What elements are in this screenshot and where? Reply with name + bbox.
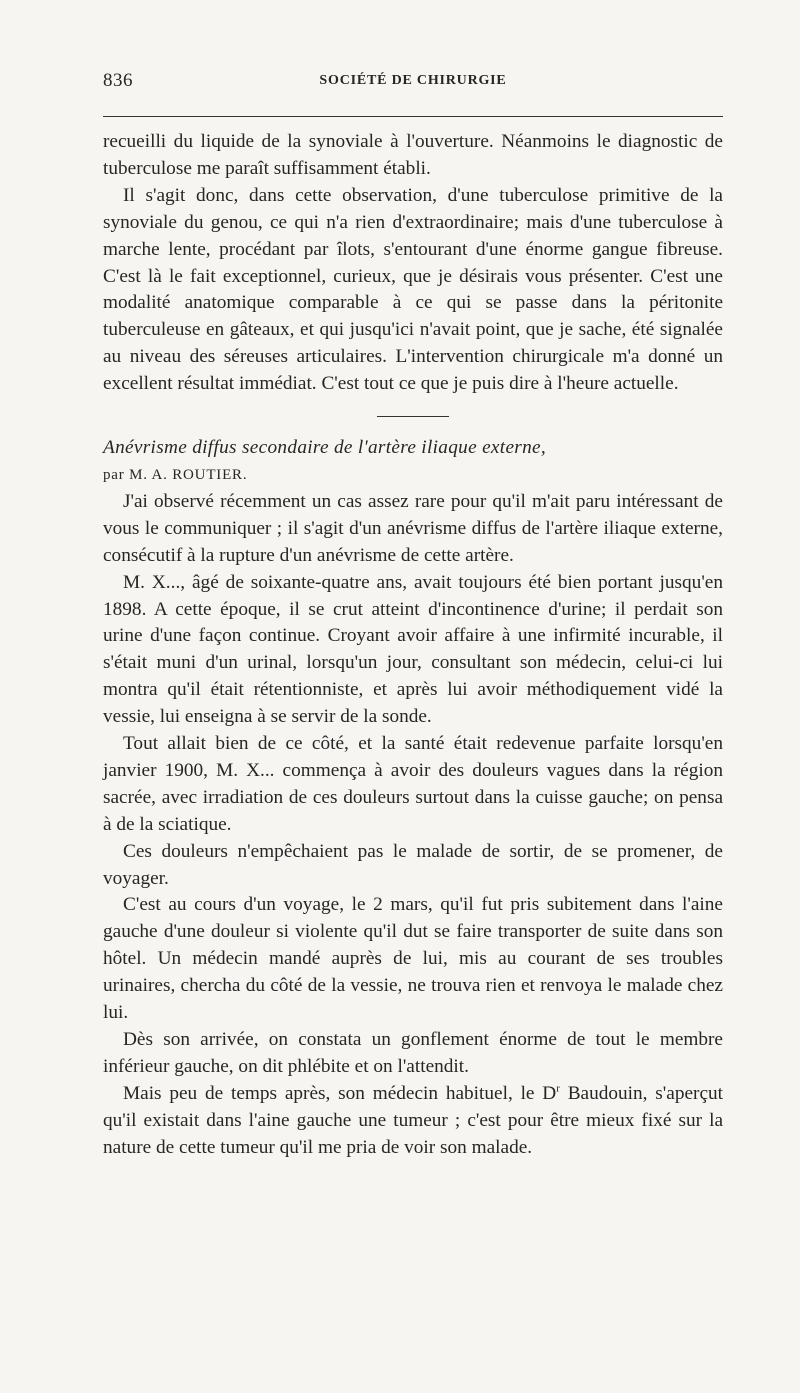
- paragraph: Dès son arrivée, on constata un gonflement énorme de tout le membre inférieur gauche, on dit phlébite et on l'attendit.: [103, 1029, 723, 1077]
- section-separator: [377, 416, 449, 417]
- paragraph: M. X..., âgé de soixante-quatre ans, avait toujours été bien portant jusqu'en 1898. A cette époque, il se crut atteint d'incontinence d'urine; il perdait son urine d'une façon continue. Croyant avoir affaire à une infirmité incurable, il s'était muni d'un urinal, lorsqu'un jour, consultant son médecin, celui-ci lui montra qu'il était rétentionniste, et après lui avoir méthodiquement vidé la vessie, lui enseigna à se servir de la sonde.: [103, 571, 723, 728]
- body-text: [103, 129, 723, 1162]
- page-header: [103, 70, 723, 100]
- text-run: Baudouin, s'aperçut qu'il existait dans l'aine gauche une tumeur ; c'est pour être mieux fixé sur la nature de cette tumeur qu'il me pria de voir son malade.: [103, 1082, 723, 1158]
- paragraph: Il s'agit donc, dans cette observation, d'une tuberculose primitive de la synoviale du genou, ce qui n'a rien d'extraordinaire; mais d'une tuberculose à marche lente, procédant par îlots, s'entourant d'une énorme gangue fibreuse. C'est là le fait exceptionnel, curieux, que je désirais vous présenter. C'est une modalité anatomique comparable à ce qui se passe dans la péritonite tuberculeuse en gâteaux, et qui jusqu'ici n'avait point, que je sache, été signalée au niveau des séreuses articulaires. L'intervention chirurgicale m'a donné un excellent résultat immédiat. C'est tout ce que je puis dire à l'heure actuelle.: [103, 184, 723, 395]
- paragraph: J'ai observé récemment un cas assez rare pour qu'il m'ait paru intéressant de vous le communiquer ; il s'agit d'un anévrisme diffus de l'artère iliaque externe, consécutif à la rupture d'un anévrisme de cette artère.: [103, 490, 723, 566]
- paragraph: Tout allait bien de ce côté, et la santé était redevenue parfaite lorsqu'en janvier 1900, M. X... commença à avoir des douleurs vagues dans la région sacrée, avec irradiation de ces douleurs surtout dans la cuisse gauche; on pensa à de la sciatique.: [103, 733, 723, 835]
- article-byline: par M. A. ROUTIER.: [103, 466, 248, 483]
- running-head: SOCIÉTÉ DE CHIRURGIE: [319, 73, 507, 88]
- superscript: r: [556, 1082, 560, 1095]
- paragraph: C'est au cours d'un voyage, le 2 mars, qu'il fut pris subitement dans l'aine gauche d'une douleur si violente qu'il dut se faire transporter de suite dans son hôtel. Un médecin mandé auprès de lui, mis au courant de ses troubles urinaires, chercha du côté de la vessie, ne trouva rien et renvoya le malade chez lui.: [103, 894, 723, 1024]
- article-title: Anévrisme diffus secondaire de l'artère iliaque externe,: [103, 437, 547, 459]
- paragraph-continued: recueilli du liquide de la synoviale à l'ouverture. Néanmoins le diagnostic de tuberculose me paraît suffisamment établi.: [103, 131, 723, 179]
- paragraph: Ces douleurs n'empêchaient pas le malade de sortir, de se promener, de voyager.: [103, 840, 723, 889]
- text-run: Mais peu de temps après, son médecin habituel, le D: [123, 1082, 557, 1104]
- paragraph-last: [103, 1081, 723, 1162]
- header-rule: [103, 116, 723, 117]
- page-number: 836: [103, 70, 133, 91]
